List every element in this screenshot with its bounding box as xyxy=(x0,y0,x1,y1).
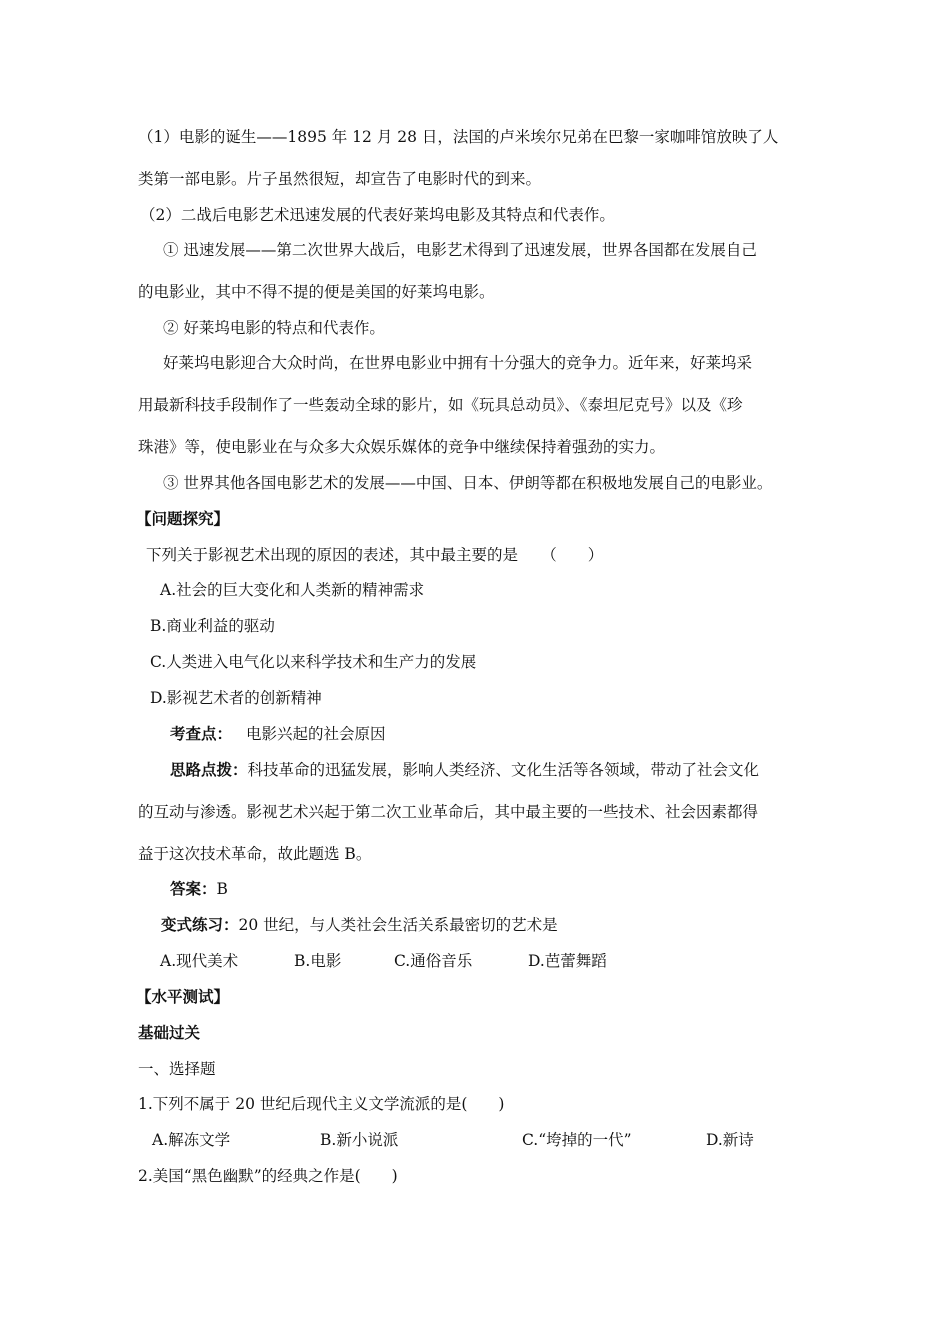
exam-point-text: 电影兴起的社会原因 xyxy=(246,725,386,743)
test-q2: 2.美国“黑色幽默”的经典之作是( ) xyxy=(138,1167,398,1185)
intro-p3-line1: ① 迅速发展——第二次世界大战后，电影艺术得到了迅速发展，世界各国都在发展自己 xyxy=(163,241,757,259)
q1-option-c: C.“垮掉的一代” xyxy=(522,1131,632,1149)
variant-option-c: C.通俗音乐 xyxy=(394,952,473,970)
hint-text-line1: 科技革命的迅猛发展，影响人类经济、文化生活等各领域，带动了社会文化 xyxy=(247,761,760,779)
intro-p3-line2: 的电影业，其中不得不提的便是美国的好莱坞电影。 xyxy=(138,283,495,301)
intro-p5-line1: 好莱坞电影迎合大众时尚，在世界电影业中拥有十分强大的竞争力。近年来，好莱坞采 xyxy=(163,354,753,372)
variant-label: 变式练习： xyxy=(161,916,239,934)
inquiry-option-a: A.社会的巨大变化和人类新的精神需求 xyxy=(160,581,425,599)
intro-p5-line2: 用最新科技手段制作了一些轰动全球的影片，如《玩具总动员》、《泰坦尼克号》以及《珍 xyxy=(138,396,743,414)
intro-p1-line2: 类第一部电影。片子虽然很短，却宣告了电影时代的到来。 xyxy=(138,170,542,188)
variant-text: 20 世纪，与人类社会生活关系最密切的艺术是 xyxy=(238,916,558,934)
intro-p5-line3: 珠港》等，使电影业在与众多大众娱乐媒体的竞争中继续保持着强劲的实力。 xyxy=(138,438,666,456)
intro-p1-line1: （1）电影的诞生——1895 年 12 月 28 日，法国的卢米埃尔兄弟在巴黎一家咖啡馆放映了人 xyxy=(138,128,779,146)
inquiry-option-c: C.人类进入电气化以来科学技术和生产力的发展 xyxy=(150,653,477,671)
intro-p4: ② 好莱坞电影的特点和代表作。 xyxy=(163,319,385,337)
inquiry-option-d: D.影视艺术者的创新精神 xyxy=(150,689,322,707)
hint-line2: 的互动与渗透。影视艺术兴起于第二次工业革命后，其中最主要的一些技术、社会因素都得 xyxy=(138,803,759,821)
hint-label: 思路点拨： xyxy=(170,761,248,779)
answer-label: 答案： xyxy=(170,880,217,898)
q1-option-b: B.新小说派 xyxy=(320,1131,399,1149)
variant-option-d: D.芭蕾舞蹈 xyxy=(528,952,607,970)
q1-option-d: D.新诗 xyxy=(706,1131,754,1149)
test-section: 一、选择题 xyxy=(138,1060,216,1078)
inquiry-option-b: B.商业利益的驱动 xyxy=(150,617,275,635)
exam-point xyxy=(170,724,386,744)
test-subheading: 基础过关 xyxy=(138,1024,201,1042)
answer-text: B xyxy=(216,880,228,898)
test-heading: 【水平测试】 xyxy=(136,988,230,1006)
variant-option-b: B.电影 xyxy=(294,952,342,970)
answer xyxy=(170,879,228,899)
q1-option-a: A.解冻文学 xyxy=(152,1131,231,1149)
hint-line1 xyxy=(170,760,759,780)
test-q1: 1.下列不属于 20 世纪后现代主义文学流派的是( ) xyxy=(138,1095,505,1113)
variant-exercise xyxy=(161,915,558,935)
intro-p2: （2）二战后电影艺术迅速发展的代表好莱坞电影及其特点和代表作。 xyxy=(140,206,615,224)
variant-option-a: A.现代美术 xyxy=(160,952,239,970)
inquiry-question: 下列关于影视艺术出现的原因的表述，其中最主要的是 （ ） xyxy=(146,546,604,564)
inquiry-heading: 【问题探究】 xyxy=(136,510,230,528)
intro-p6: ③ 世界其他各国电影艺术的发展——中国、日本、伊朗等都在积极地发展自己的电影业。 xyxy=(163,474,773,492)
hint-line3: 益于这次技术革命，故此题选 B。 xyxy=(138,845,372,863)
exam-point-label: 考查点： xyxy=(170,725,233,743)
